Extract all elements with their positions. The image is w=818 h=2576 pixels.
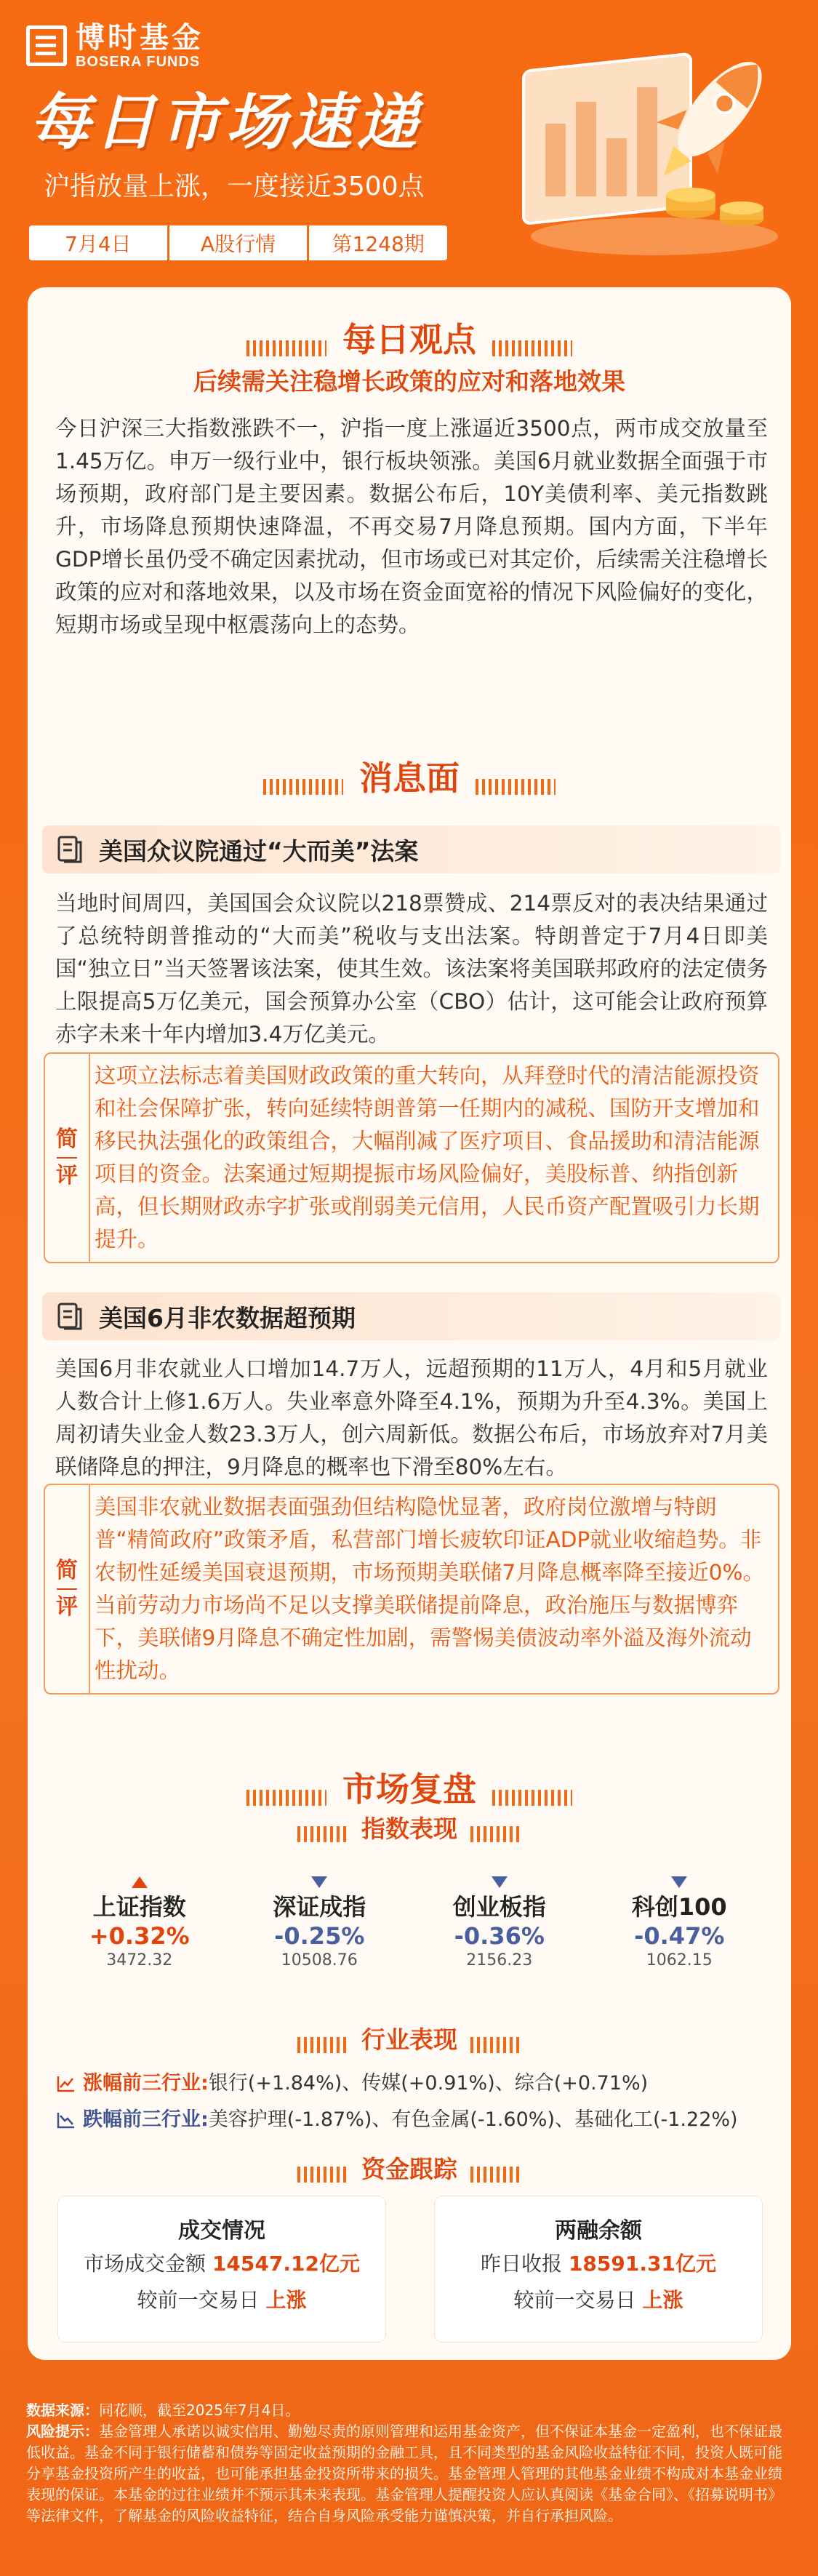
view-body: 今日沪深三大指数涨跌不一，沪指一度上涨逼近3500点，两市成交放量至1.45万亿。申万一级行业中，银行板块领涨。美国6月就业数据全面强于市场预期，政府部门是主要因素。数据公布后，10Y美债利率、美元指数跳升，市场降息预期快速降温，不再交易7月降息预期。国内方面，下半年GDP增长虽仍受不确定因素扰动，但市场或已对其定价，后续需关注稳增长政策的应对和落地效果，以及市场在资金面宽裕的情况下风险偏好的变化，短期市场或呈现中枢震荡向上的态势。 <box>55 416 768 637</box>
page-title: 每日市场速递 <box>29 87 422 158</box>
news-item-title: 美国众议院通过“大而美”法案 <box>99 836 419 865</box>
index-name: 上证指数 <box>92 1893 186 1921</box>
down-arrow-icon <box>492 1876 508 1888</box>
index-row <box>49 1876 769 1985</box>
up-arrow-icon <box>132 1876 148 1888</box>
index-card <box>49 1876 230 1985</box>
trend-up-icon <box>57 2075 76 2092</box>
industry-down-label: 跌幅前三行业: <box>83 2108 209 2131</box>
index-change: -0.25% <box>274 1922 365 1950</box>
news-item-body: 当地时间周四，美国国会众议院以218票赞成、214票反对的表决结果通过了总统特朗普推动的“大而美”税收与支出法案。特朗普定于7月4日即美国“独立日”当天签署该法案，使其生效。该法案将美国联邦政府的法定债务上限提高5万亿美元，国会预算办公室（CBO）估计，这可能会让政府预算赤字未来十年内增加3.4万亿美元。 <box>55 891 768 1047</box>
news-comment-box <box>44 1052 779 1263</box>
industry-subtitle: 行业表现 <box>361 2025 457 2054</box>
index-card <box>590 1876 770 1985</box>
margin-card <box>435 2196 762 2342</box>
news-section-title: 消息面 <box>359 759 460 798</box>
index-name: 科创100 <box>631 1893 727 1921</box>
index-value: 3472.32 <box>106 1951 173 1969</box>
index-change: -0.36% <box>454 1922 545 1950</box>
document-icon <box>57 835 83 864</box>
issue-date: 7月4日 <box>65 232 132 256</box>
margin-compare: 较前一交易日 上涨 <box>513 2288 683 2312</box>
industry-up-row <box>57 2069 769 2098</box>
index-subtitle: 指数表现 <box>361 1815 457 1843</box>
issue-category: A股行情 <box>200 232 276 256</box>
news-item-title: 美国6月非农数据超预期 <box>99 1303 356 1332</box>
data-source: 数据来源：同花顺，截至2025年7月4日。 <box>26 2401 300 2419</box>
index-name: 深证成指 <box>273 1893 366 1921</box>
margin-value: 18591.31亿元 <box>568 2252 716 2276</box>
turnover-value: 14547.12亿元 <box>212 2252 360 2276</box>
industry-down-row <box>57 2105 769 2135</box>
issue-number: 第1248期 <box>332 232 425 256</box>
comment-label: 简 评 <box>56 1558 78 1620</box>
brand-name-en: BOSERA FUNDS <box>76 54 201 70</box>
news-comment-text: 美国非农就业数据表面强劲但结构隐忧显著，政府岗位激增与特朗普“精简政府”政策矛盾，私营部门增长疲软印证ADP就业收缩趋势。非农韧性延缓美国衰退预期，市场预期美联储7月降息概率降至接近0%。当前劳动力市场尚不足以支撑美联储提前降息，政治施压与数据博弈下，美联储9月降息不确定性加剧，需警惕美债波动率外溢及海外流动性扰动。 <box>89 1485 778 1693</box>
turnover-title: 成交情况 <box>178 2218 265 2244</box>
turnover-card <box>58 2196 385 2342</box>
view-headline: 后续需关注稳增长政策的应对和落地效果 <box>193 367 625 396</box>
index-card <box>409 1876 590 1985</box>
trend-down-icon <box>57 2111 76 2129</box>
document-icon <box>57 1302 83 1331</box>
content-card <box>28 287 791 2360</box>
margin-line: 昨日收报 18591.31亿元 <box>481 2252 716 2276</box>
issue-tag-bar <box>29 225 447 260</box>
index-subheading <box>28 1815 791 1844</box>
fund-subheading <box>28 2155 791 2184</box>
news-section-heading <box>28 756 791 800</box>
index-value: 2156.23 <box>466 1951 533 1969</box>
disclaimer <box>26 2400 793 2527</box>
turnover-line: 市场成交金额 14547.12亿元 <box>84 2252 360 2276</box>
index-value: 1062.15 <box>646 1951 713 1969</box>
risk-notice: 风险提示：基金管理人承诺以诚实信用、勤勉尽责的原则管理和运用基金资产，但不保证本基金一定盈利，也不保证最低收益。基金不同于银行储蓄和债券等固定收益预期的金融工具，且不同类型的基金风险收益特征不同，投资人既可能分享基金投资所产生的收益，也可能承担基金投资所带来的损失。基金管理人管理的其他基金业绩不构成对本基金业绩表现的保证。本基金的过往业绩并不预示其未来表现。基金管理人提醒投资人应认真阅读《基金合同》、《招募说明书》等法律文件，了解基金的风险收益特征，结合自身风险承受能力谨慎决策，并自行承担风险。 <box>26 2423 782 2524</box>
industry-up-label: 涨幅前三行业: <box>83 2072 209 2095</box>
index-name: 创业板指 <box>452 1893 546 1921</box>
market-section-heading <box>28 1767 791 1811</box>
fund-subtitle: 资金跟踪 <box>361 2155 457 2183</box>
view-section-heading <box>28 318 791 361</box>
view-headline-row <box>28 367 791 396</box>
market-section-title: 市场复盘 <box>342 1769 476 1809</box>
index-card <box>230 1876 410 1985</box>
down-arrow-icon <box>671 1876 687 1888</box>
news-item-body: 美国6月非农就业人口增加14.7万人，远超预期的11万人，4月和5月就业人数合计上修1.6万人。失业率意外降至4.1%，预期为升至4.3%。美国上周初请失业金人数23.3万人，创六周新低。数据公布后，市场放弃对7月美联储降息的押注，9月降息的概率也下滑至80%左右。 <box>55 1356 768 1479</box>
industry-down-values: 美容护理(-1.87%)、有色金属(-1.60%)、基础化工(-1.22%) <box>208 2108 738 2131</box>
index-change: -0.47% <box>634 1922 725 1950</box>
brand-logo <box>26 22 204 70</box>
index-change: +0.32% <box>89 1922 190 1950</box>
index-value: 10508.76 <box>281 1951 358 1969</box>
turnover-compare: 较前一交易日 上涨 <box>137 2288 307 2312</box>
brand-name-cn: 博时基金 <box>76 21 204 55</box>
margin-title: 两融余额 <box>555 2218 642 2244</box>
industry-up-values: 银行(+1.84%)、传媒(+0.91%)、综合(+0.71%) <box>208 2072 649 2095</box>
rocket-chart-illustration-icon <box>509 29 800 262</box>
header <box>0 0 818 284</box>
news-comment-text: 这项立法标志着美国财政政策的重大转向，从拜登时代的清洁能源投资和社会保障扩张，转向延续特朗普第一任期内的减税、国防开支增加和移民执法强化的政策组合，大幅削减了医疗项目、食品援助和清洁能源项目的资金。法案通过短期提振市场风险偏好，美股标普、纳指创新高，但长期财政赤字扩张或削弱美元信用，人民币资产配置吸引力长期提升。 <box>89 1054 778 1262</box>
down-arrow-icon <box>311 1876 327 1888</box>
page-subtitle: 沪指放量上涨，一度接近3500点 <box>44 172 425 201</box>
news-item-header <box>42 825 780 873</box>
industry-subheading <box>28 2025 791 2055</box>
logo-icon <box>26 25 67 66</box>
view-section-title: 每日观点 <box>342 320 476 359</box>
news-comment-box <box>44 1484 779 1695</box>
comment-label: 简 评 <box>56 1127 78 1188</box>
news-item-header <box>42 1292 780 1340</box>
